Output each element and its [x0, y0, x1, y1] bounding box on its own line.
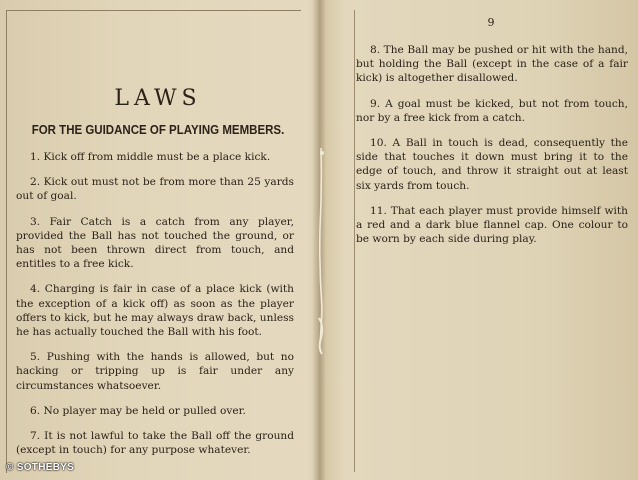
law-7: 7. It is not lawful to take the Ball off the ground (except in touch) for any purpose whatever. [16, 430, 294, 457]
law-1: 1. Kick off from middle must be a place kick. [30, 151, 271, 163]
laws-heading: LAWS [114, 86, 202, 111]
law-3: 3. Fair Catch is a catch from any player, provided the Ball has not touched the ground, or has not been thrown direct from touch, and entitles to a free kick. [16, 215, 294, 271]
photo-credit: © SOTHEBYS [6, 462, 75, 473]
law-10: 10. A Ball in touch is dead, consequently the side that touches it down must bring it to the edge of touch, and throw it straight out at least six yards from touch. [356, 137, 628, 192]
law-4: 4. Charging is fair in case of a place kick (with the exception of a kick off) as soon as the player offers to kick, but he may always draw back, unless he has actually touched the Ball with his foot. [16, 283, 294, 339]
left-page [0, 0, 316, 480]
page-number: 9 [487, 16, 495, 29]
right-laws-list [356, 43, 628, 257]
law-9: 9. A goal must be kicked, but not from touch, nor by a free kick from a catch. [356, 97, 628, 124]
law-5: 5. Pushing with the hands is allowed, but no hacking or tripping up is fair under any circumstances whatsoever. [16, 351, 294, 392]
law-11: 11. That each player must provide himself with a red and a dark blue flannel cap. One colour to be worn by each side during play. [356, 204, 628, 246]
laws-subheading: FOR THE GUIDANCE OF PLAYING MEMBERS. [31, 123, 285, 137]
left-laws-list [16, 150, 294, 468]
law-2: 2. Kick out must not be from more than 25 yards out of goal. [16, 176, 294, 203]
law-6: 6. No player may be held or pulled over. [30, 404, 246, 417]
law-8: 8. The Ball may be pushed or hit with the hand, but holding the Ball (except in the case of a fair kick) is altogether disallowed. [356, 44, 628, 85]
